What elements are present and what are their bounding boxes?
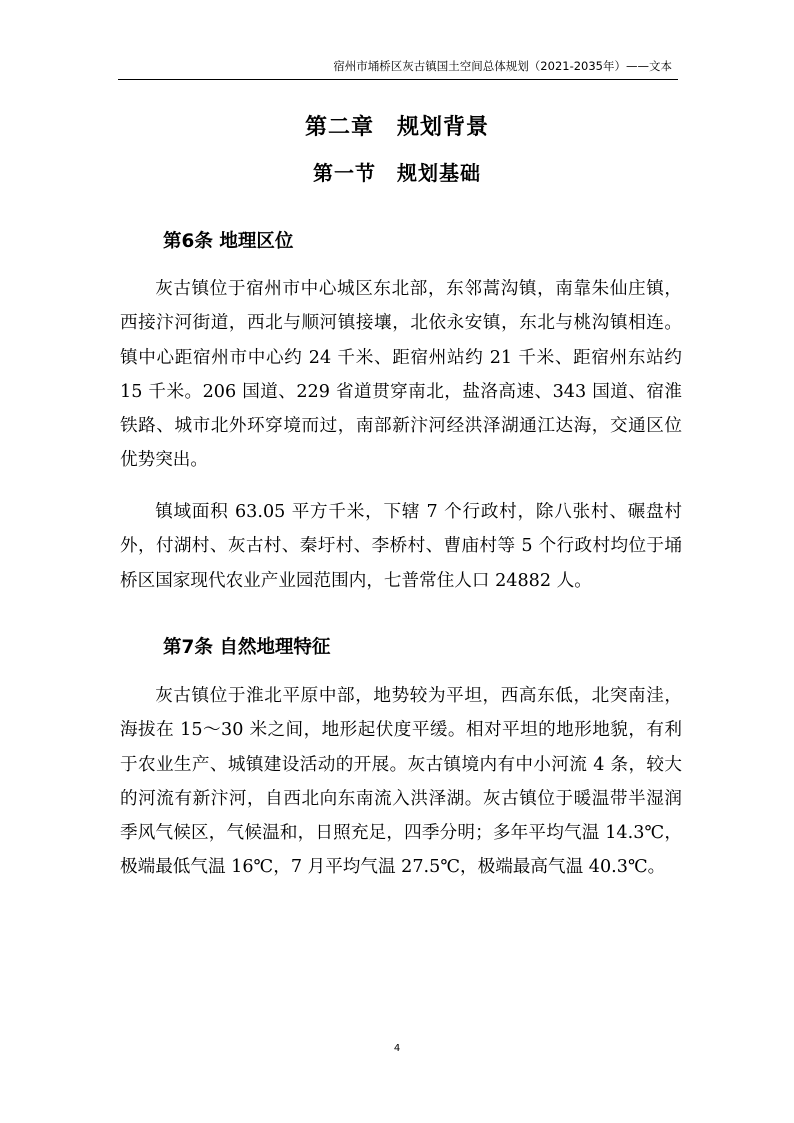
document-header: 宿州市埇桥区灰古镇国土空间总体规划（2021-2035年）——文本 [333,59,672,73]
article-7-paragraph-1: 灰古镇位于淮北平原中部，地势较为平坦，西高东低，北突南洼，海拔在 15～30 米之间，地形起伏度平缓。相对平坦的地形地貌，有利于农业生产、城镇建设活动的开展。灰古镇境内有中小河流 4 条，较大的河流有新汴河，自西北向东南流入洪泽湖。灰古镇位于暖温带半湿润季风气候区，气候温和，日照充足，四季分明；多年平均气温 14.3℃，极端最低气温 16℃，7 月平均气温 27.5℃，极端最高气温 40.3℃。 [120,686,682,878]
article-6-paragraph-1: 灰古镇位于宿州市中心城区东北部，东邻蒿沟镇，南靠朱仙庄镇，西接汴河街道，西北与顺河镇接壤，北依永安镇，东北与桃沟镇相连。镇中心距宿州市中心约 24 千米、距宿州站约 21 千米、距宿州东站约 15 千米。206 国道、229 省道贯穿南北，盐洛高速、343 国道、宿淮铁路、城市北外环穿境而过，南部新汴河经洪泽湖通江达海，交通区位优势突出。 [120,279,682,471]
article-6-heading: 第6条 地理区位 [163,231,294,252]
article-6-paragraph-2: 镇域面积 63.05 平方千米，下辖 7 个行政村，除八张村、碾盘村外，付湖村、灰古村、秦圩村、李桥村、曹庙村等 5 个行政村均位于埇桥区国家现代农业产业园范围内，七普常住人口 24882 人。 [120,502,682,591]
article-7-heading: 第7条 自然地理特征 [163,637,331,658]
page-number: 4 [393,1043,401,1054]
section-title: 第一节 规划基础 [313,161,481,185]
chapter-title: 第二章 规划背景 [304,115,489,140]
header-divider [118,79,678,80]
